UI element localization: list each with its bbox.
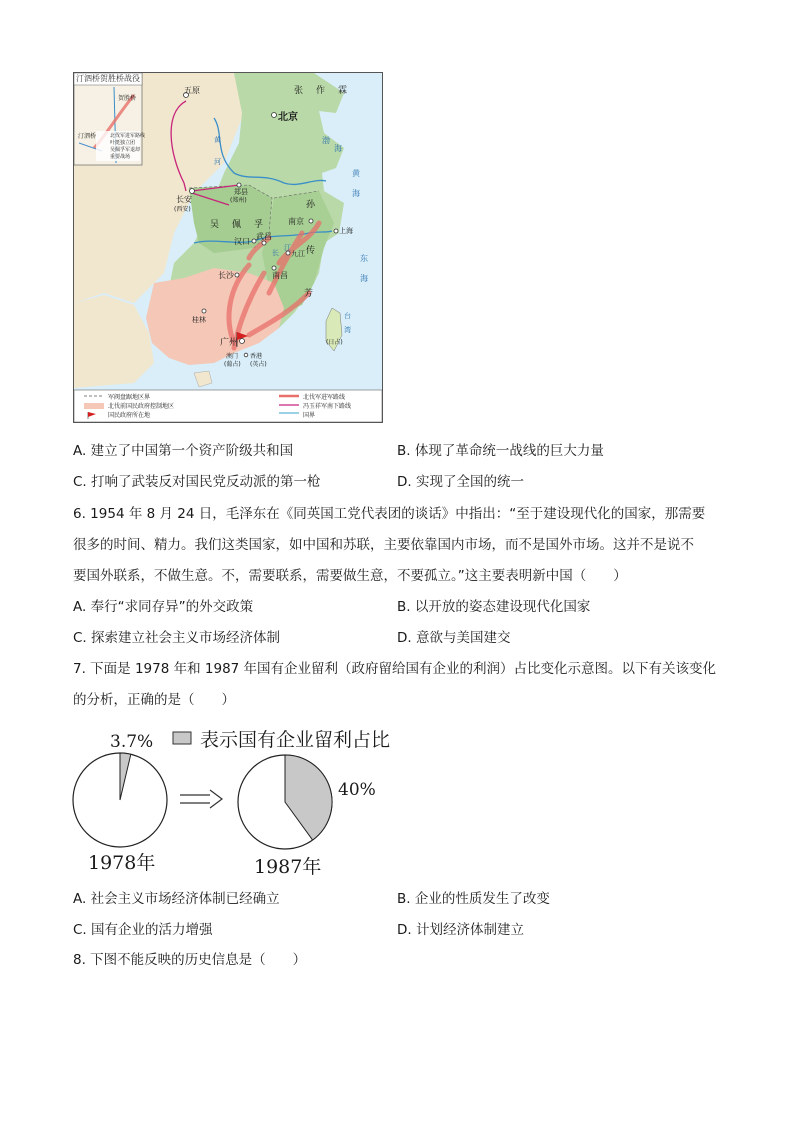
inset-legend-4: 重要战场 <box>110 154 131 160</box>
region-zhang-3: 霖 <box>338 86 348 96</box>
q6-option-c[interactable]: C. 探索建立社会主义市场经济体制 <box>73 630 281 646</box>
place-aomen-sub: (葡占) <box>224 361 241 368</box>
sea-donghai-1: 东 <box>360 254 368 263</box>
q7-option-d[interactable]: D. 计划经济体制建立 <box>397 922 524 938</box>
pie-1978-year-label: 1978年 <box>88 852 156 874</box>
q6-stem-line-3: 要国外联系，不做生意。不，需要联系，需要做生意，不要孤立。”这主要表明新中国（ ） <box>73 568 627 584</box>
place-nanchang: 南昌 <box>272 271 288 280</box>
place-xian: (西安) <box>174 206 191 213</box>
legend-national-border: 国界 <box>303 412 316 419</box>
northern-expedition-map <box>73 72 383 423</box>
inset-legend-3: 吴佩孚军退却 <box>110 147 141 153</box>
pie-1987-year-label: 1987年 <box>254 856 322 878</box>
place-taiwan-2: 湾 <box>344 326 351 334</box>
q6-option-d[interactable]: D. 意欲与美国建交 <box>397 630 511 646</box>
legend-feng-route: 冯玉祥军南下路线 <box>303 403 352 410</box>
place-tingsi: 汀泗桥 <box>78 133 97 140</box>
place-wuyuan: 五原 <box>184 86 200 95</box>
region-zhang-2: 作 <box>316 86 326 96</box>
pie-1987 <box>238 755 332 849</box>
place-taiwan: 台 <box>344 312 351 320</box>
place-guangzhou: 广州 <box>220 338 239 348</box>
place-hankou: 汉口 <box>234 237 250 246</box>
q7-option-a[interactable]: A. 社会主义市场经济体制已经确立 <box>73 891 280 907</box>
place-zhengzhou: 郑县 <box>234 188 248 196</box>
q6-stem-line-1: 6. 1954 年 8 月 24 日，毛泽东在《同英国工党代表团的谈话》中指出：“至于建设现代化的国家，那需要 <box>73 506 706 522</box>
pie-1978-value-label: 3.7% <box>110 732 154 752</box>
q8-stem-line-1: 8. 下图不能反映的历史信息是（ ） <box>73 952 307 968</box>
region-wu-2: 佩 <box>232 220 242 230</box>
place-shanghai: 上海 <box>339 227 353 235</box>
place-zhengzhou-sub: (郑州) <box>230 197 247 204</box>
legend-nationalist-area: 北伐前国民政府控制地区 <box>108 403 175 410</box>
q7-stem-line-1: 7. 下面是 1978 年和 1987 年国有企业留利（政府留给国有企业的利润）占比变化示意图。以下有关该变化 <box>73 661 717 677</box>
q5-option-a[interactable]: A. 建立了中国第一个资产阶级共和国 <box>73 443 294 459</box>
place-wuchang: 武昌 <box>256 232 272 241</box>
place-xianggang: 香港 <box>250 353 263 360</box>
region-sun-3: 芳 <box>304 289 314 299</box>
region-wu-3: 孚 <box>254 220 264 230</box>
profit-share-chart <box>70 720 400 880</box>
river-yangtze-1: 长 <box>272 249 279 257</box>
place-nanjing: 南京 <box>288 217 304 226</box>
arrow-icon <box>180 790 222 808</box>
region-zhang-1: 张 <box>294 86 304 96</box>
q5-option-b[interactable]: B. 体现了革命统一战线的巨大力量 <box>397 443 604 459</box>
legend-warlord-border: 军阀盘踞地区界 <box>108 394 151 401</box>
place-riz: (日占) <box>326 339 343 346</box>
pie-1987-value-label: 40% <box>338 780 376 800</box>
place-aomen: 澳门 <box>226 353 239 360</box>
place-guilin: 桂林 <box>192 316 206 324</box>
sea-donghai-2: 海 <box>360 274 368 283</box>
q7-option-c[interactable]: C. 国有企业的活力增强 <box>73 922 213 938</box>
legend-nationalist-capital: 国民政府所在地 <box>108 412 151 419</box>
q5-option-c[interactable]: C. 打响了武装反对国民党反动派的第一枪 <box>73 474 321 490</box>
sea-huanghai-1: 黄 <box>352 169 360 178</box>
legend-swatch <box>173 732 191 744</box>
place-changan: 长安 <box>176 195 192 204</box>
region-wu-1: 吴 <box>210 220 220 230</box>
pie-1978 <box>73 753 167 847</box>
q6-option-b[interactable]: B. 以开放的姿态建设现代化国家 <box>397 599 591 615</box>
river-huanghe-1: 黄 <box>214 136 221 144</box>
q5-option-d[interactable]: D. 实现了全国的统一 <box>397 474 524 490</box>
q6-stem-line-2: 很多的时间、精力。我们这类国家，如中国和苏联，主要依靠国内市场，而不是国外市场。这并不是说不 <box>73 537 694 553</box>
q6-option-a[interactable]: A. 奉行“求同存异”的外交政策 <box>73 599 254 615</box>
inset-legend-2: 叶挺独立团 <box>110 140 136 146</box>
place-changsha: 长沙 <box>218 271 234 280</box>
region-sun-2: 传 <box>306 246 316 256</box>
region-sun-1: 孙 <box>306 200 316 210</box>
place-hesheng: 贺胜桥 <box>118 95 137 102</box>
q7-stem-line-2: 的分析，正确的是（ ） <box>73 692 235 708</box>
river-yangtze-2: 江 <box>284 244 291 252</box>
legend-expedition-route: 北伐军进军路线 <box>303 394 346 401</box>
river-huanghe-2: 河 <box>214 158 221 166</box>
sea-huanghai-2: 海 <box>352 189 360 198</box>
chart-legend-label: 表示国有企业留利占比 <box>200 729 391 751</box>
q7-option-b[interactable]: B. 企业的性质发生了改变 <box>397 891 550 907</box>
place-jiujiang: 九江 <box>291 250 305 258</box>
sea-bohai-2: 海 <box>334 144 342 153</box>
place-xianggang-sub: (英占) <box>250 361 267 368</box>
inset-title: 汀泗桥贺胜桥战役 <box>76 74 140 83</box>
place-beijing: 北京 <box>278 112 298 123</box>
inset-legend-1: 北伐军进军路线 <box>110 133 146 139</box>
sea-bohai-1: 渤 <box>322 136 330 145</box>
